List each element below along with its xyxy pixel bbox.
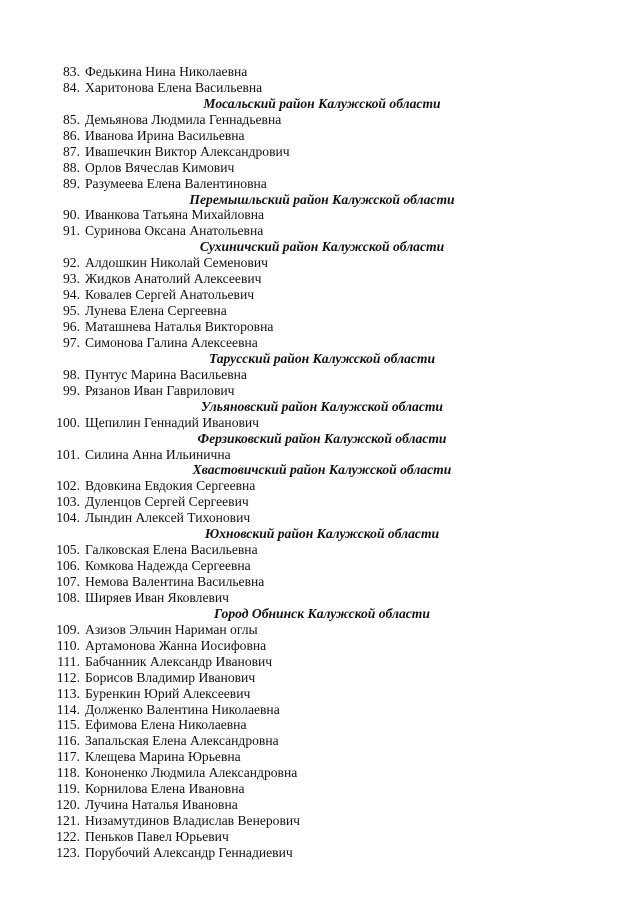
- list-item-number: 96.: [63, 319, 80, 334]
- list-item-name: Галковская Елена Васильевна: [85, 542, 258, 558]
- district-header-text: Тарусский район Калужской области: [208, 350, 436, 366]
- list-item-name: Азизов Эльчин Нариман оглы: [85, 621, 258, 637]
- list-item-name: Алдошкин Николай Семенович: [85, 255, 268, 271]
- list-item-name: Лучина Наталья Ивановна: [85, 797, 238, 813]
- list-item: [0, 144, 640, 160]
- list-item: [0, 749, 640, 765]
- district-header: [0, 526, 640, 542]
- list-item-name: Низамутдинов Владислав Венерович: [85, 813, 301, 829]
- list-item-number: 104.: [56, 510, 80, 526]
- list-item-number: 89.: [63, 175, 80, 191]
- list-item-name: Порубочий Александр Геннадиевич: [85, 844, 293, 860]
- list-item-number: 103.: [56, 494, 80, 510]
- list-item-number: 114.: [56, 701, 80, 717]
- list-item-name: Ковалев Сергей Анатольевич: [85, 287, 255, 303]
- list-item: [0, 813, 640, 829]
- list-item: [0, 670, 640, 686]
- list-item-name: Суринова Оксана Анатольевна: [85, 223, 264, 239]
- district-header-text: Юхновский район Калужской области: [204, 526, 440, 542]
- list-item: [0, 797, 640, 813]
- list-item-name: Ширяев Иван Яковлевич: [85, 589, 230, 605]
- list-item: [0, 717, 640, 733]
- list-item-name: Демьянова Людмила Геннадьевна: [85, 111, 282, 127]
- list-item: [0, 733, 640, 749]
- list-item-number: 120.: [56, 797, 80, 813]
- list-item-number: 121.: [56, 813, 80, 829]
- list-item-number: 99.: [63, 382, 80, 398]
- list-item-number: 113.: [56, 685, 80, 701]
- district-header: [0, 239, 640, 255]
- list-item-number: 85.: [63, 111, 80, 127]
- list-item: [0, 686, 640, 702]
- list-item-number: 123.: [56, 844, 80, 860]
- list-item-number: 92.: [63, 255, 80, 271]
- list-item-number: 110.: [56, 637, 80, 653]
- list-item-number: 84.: [63, 79, 80, 95]
- name-list: [0, 64, 640, 861]
- district-header-text: Ульяновский район Калужской области: [200, 398, 444, 414]
- district-header-text: Ферзиковский район Калужской области: [197, 430, 447, 446]
- list-item-number: 106.: [56, 558, 80, 574]
- district-header: [0, 96, 640, 112]
- list-item: [0, 303, 640, 319]
- list-item-number: 93.: [63, 271, 80, 287]
- list-item: [0, 829, 640, 845]
- list-item-number: 83.: [63, 64, 80, 79]
- list-item: [0, 80, 640, 96]
- list-item-number: 87.: [63, 143, 80, 159]
- list-item-number: 115.: [56, 717, 80, 733]
- district-header-text: Город Обнинск Калужской области: [214, 605, 430, 621]
- list-item-number: 107.: [56, 574, 80, 589]
- list-item: [0, 781, 640, 797]
- list-item-name: Пеньков Павел Юрьевич: [85, 829, 229, 844]
- list-item-name: Симонова Галина Алексеевна: [85, 334, 258, 350]
- list-item-number: 116.: [56, 733, 80, 749]
- list-item-name: Бабчанник Александр Иванович: [85, 653, 273, 669]
- list-item-name: Дуленцов Сергей Сергеевич: [85, 494, 249, 510]
- list-item: [0, 478, 640, 494]
- list-item-name: Лунева Елена Сергеевна: [85, 303, 227, 319]
- list-item-name: Щепилин Геннадий Иванович: [85, 414, 260, 430]
- list-item-number: 98.: [63, 366, 80, 382]
- list-item-name: Артамонова Жанна Иосифовна: [85, 637, 267, 653]
- list-item-number: 108.: [56, 589, 80, 605]
- district-header-text: Хвастовичский район Калужской области: [192, 462, 452, 478]
- district-header: [0, 462, 640, 478]
- list-item-name: Ефимова Елена Николаевна: [85, 717, 247, 733]
- district-header: [0, 399, 640, 415]
- list-item-number: 117.: [56, 749, 80, 765]
- list-item-name: Маташнева Наталья Викторовна: [85, 319, 274, 334]
- list-item: [0, 335, 640, 351]
- list-item: [0, 415, 640, 431]
- list-item: [0, 654, 640, 670]
- district-header: [0, 606, 640, 622]
- list-item-number: 105.: [56, 542, 80, 558]
- list-item-number: 111.: [57, 653, 80, 669]
- list-item-name: Лындин Алексей Тихонович: [85, 510, 251, 526]
- district-header: [0, 431, 640, 447]
- district-header: [0, 192, 640, 208]
- list-item: [0, 845, 640, 861]
- list-item-name: Комкова Надежда Сергеевна: [85, 558, 251, 574]
- list-item: [0, 176, 640, 192]
- list-item: [0, 223, 640, 239]
- list-item-number: 122.: [56, 829, 80, 844]
- list-item-number: 101.: [56, 446, 80, 462]
- list-item: [0, 765, 640, 781]
- list-item-name: Кононенко Людмила Александровна: [85, 765, 298, 781]
- list-item: [0, 255, 640, 271]
- list-item-name: Иванова Ирина Васильевна: [85, 127, 245, 143]
- list-item-name: Силина Анна Ильинична: [85, 446, 231, 462]
- list-item: [0, 510, 640, 526]
- list-item-name: Жидков Анатолий Алексеевич: [85, 271, 262, 287]
- list-item: [0, 702, 640, 718]
- list-item-name: Ивашечкин Виктор Александрович: [85, 143, 290, 159]
- list-item: [0, 160, 640, 176]
- list-item-number: 86.: [63, 127, 80, 143]
- list-item-name: Федькина Нина Николаевна: [85, 64, 248, 79]
- list-item-name: Орлов Вячеслав Кимович: [85, 159, 235, 175]
- list-item-number: 112.: [56, 669, 80, 685]
- list-item-name: Немова Валентина Васильевна: [85, 574, 265, 589]
- list-item: [0, 64, 640, 80]
- list-item: [0, 447, 640, 463]
- list-item-number: 94.: [63, 287, 80, 303]
- list-item: [0, 590, 640, 606]
- list-item-number: 88.: [63, 159, 80, 175]
- list-item-name: Иванкова Татьяна Михайловна: [85, 207, 265, 223]
- list-item-number: 90.: [63, 207, 80, 223]
- list-item: [0, 622, 640, 638]
- list-item-name: Долженко Валентина Николаевна: [85, 701, 280, 717]
- district-header-text: Перемышльский район Калужской области: [189, 191, 455, 207]
- list-item-name: Пунтус Марина Васильевна: [85, 366, 247, 382]
- list-item: [0, 542, 640, 558]
- list-item: [0, 207, 640, 223]
- list-item-number: 118.: [56, 765, 80, 781]
- list-item: [0, 367, 640, 383]
- district-header-text: Мосальский район Калужской области: [203, 95, 441, 111]
- list-item-name: Рязанов Иван Гаврилович: [85, 382, 235, 398]
- list-item-name: Разумеева Елена Валентиновна: [85, 175, 267, 191]
- list-item-name: Корнилова Елена Ивановна: [85, 781, 245, 797]
- list-item-number: 119.: [56, 781, 80, 797]
- list-item-number: 95.: [63, 303, 80, 319]
- list-item-name: Запальская Елена Александровна: [85, 733, 279, 749]
- list-item: [0, 574, 640, 590]
- list-item: [0, 128, 640, 144]
- list-item: [0, 494, 640, 510]
- list-item: [0, 271, 640, 287]
- list-item-name: Клещева Марина Юрьевна: [85, 749, 241, 765]
- list-item-number: 102.: [56, 478, 80, 494]
- list-item-number: 109.: [56, 621, 80, 637]
- list-item: [0, 319, 640, 335]
- list-item: [0, 638, 640, 654]
- district-header: [0, 351, 640, 367]
- list-item: [0, 383, 640, 399]
- list-item-name: Харитонова Елена Васильевна: [85, 79, 263, 95]
- list-item-number: 100.: [56, 414, 80, 430]
- list-item-name: Вдовкина Евдокия Сергеевна: [85, 478, 256, 494]
- list-item: [0, 112, 640, 128]
- list-item-name: Борисов Владимир Иванович: [85, 669, 256, 685]
- list-item: [0, 287, 640, 303]
- list-item: [0, 558, 640, 574]
- list-item-number: 91.: [63, 223, 80, 239]
- list-item-number: 97.: [63, 334, 80, 350]
- district-header-text: Сухиничский район Калужской области: [199, 239, 445, 255]
- list-item-name: Буренкин Юрий Алексеевич: [85, 685, 251, 701]
